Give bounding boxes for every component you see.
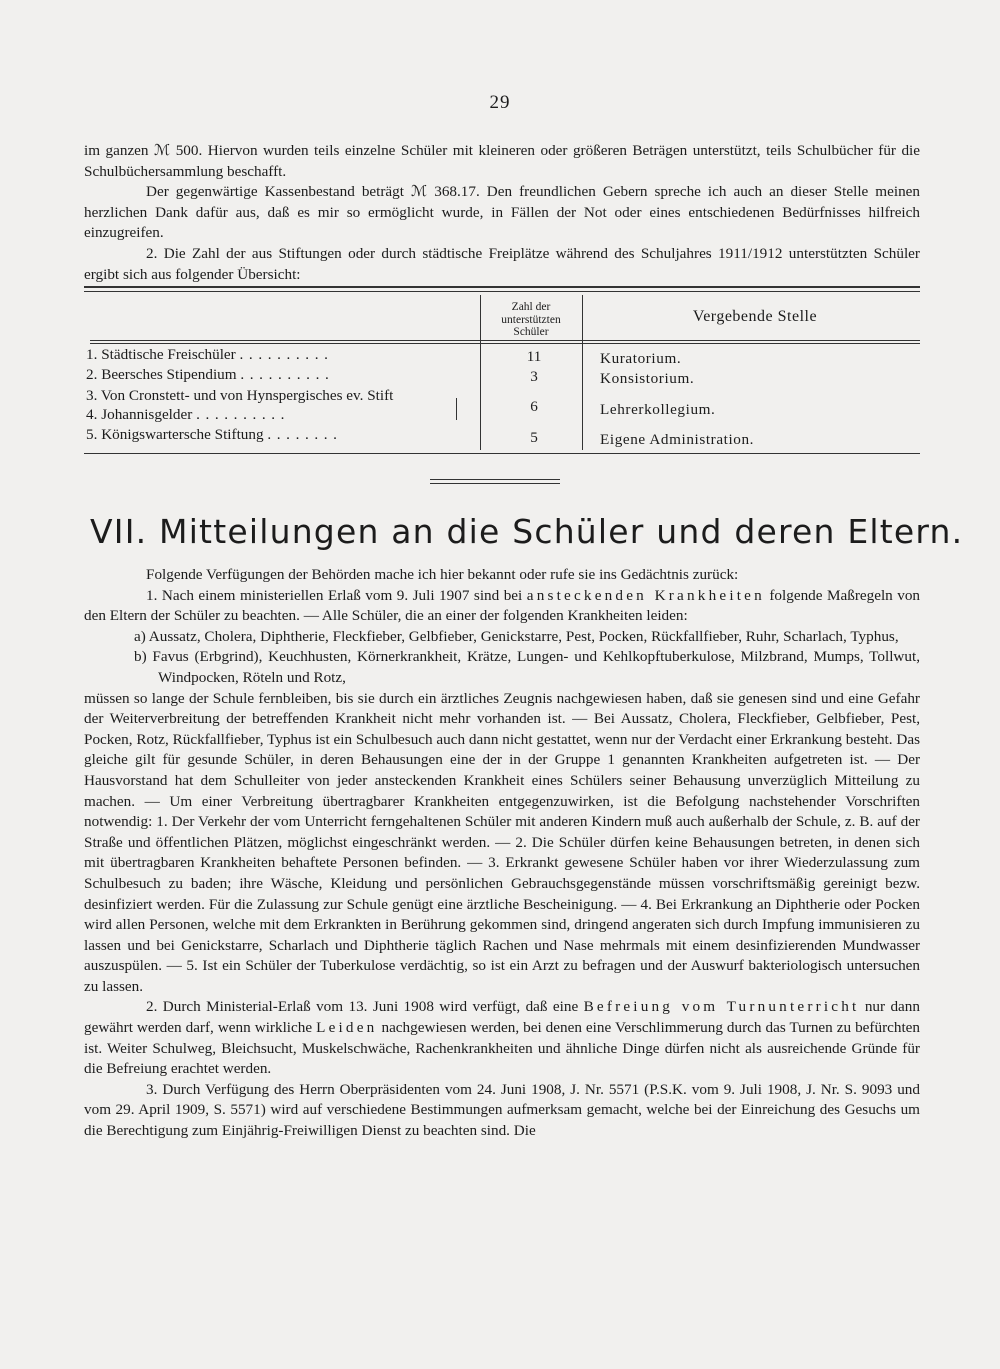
section-paragraph-2	[84, 997, 920, 1079]
table-header-count-line2: unterstützten	[501, 313, 561, 326]
list-item-a: a) Aussatz, Cholera, Diphtherie, Fleckfieber, Gelbfieber, Genickstarre, Pest, Pocken, Rückfallfieber, Ruhr, Scharlach, Typhus,	[134, 627, 899, 645]
table-col-divider-1	[480, 295, 481, 450]
row-label: 2. Beersches Stipendium	[86, 366, 237, 383]
section-heading: VII. Mitteilungen an die Schüler und deren Eltern.	[90, 512, 964, 551]
brace-line	[456, 398, 457, 420]
spaced-text: Leiden	[316, 1019, 378, 1037]
spaced-text: Befreiung vom Turnunterricht	[583, 998, 860, 1016]
row-stelle: Kuratorium.	[600, 350, 682, 367]
table-row	[86, 366, 334, 384]
text-span: 2. Durch Ministerial-Erlaß vom 13. Juni 1908 wird verfügt, daß eine	[146, 998, 579, 1016]
section-paragraph-1	[84, 586, 920, 627]
table-row	[86, 346, 334, 364]
table-row	[86, 387, 393, 405]
row-label: 4. Johannisgelder	[86, 406, 193, 423]
row-count: 6	[530, 398, 538, 415]
table-bottom-rule	[84, 453, 920, 454]
table-end-rule	[430, 479, 560, 480]
row-label: 3. Von Cronstett- und von Hynspergisches ev. Stift	[86, 387, 394, 404]
page-number: 29	[489, 92, 511, 113]
row-stelle: Konsistorium.	[600, 370, 695, 387]
section-paragraph-1-cont: müssen so lange der Schule fernbleiben, bis sie durch ein ärztliches Zeugnis nachgewiesen haben, daß sie genesen sind und eine Gefahr der Weiterverbreitung der betreffenden Krankheit nicht mehr vorhanden ist. — Bei Aussatz, Cholera, Fleckfieber, Gelbfieber, Pest, Pocken, Rotz, Rückfallfieber, Typhus ist ein Schulbesuch auch dann nicht gestattet, wenn nur der Verdacht einer Erkrankung besteht. Das gleiche gilt für gesunde Schüler, in deren Behausungen eine der in der Gruppe 1 genannten Krankheiten aufgetreten ist. — Der Hausvorstand hat dem Schulleiter von jeder ansteckenden Krankheit eines Schülers seiner Behausung unverzüglich Mitteilung zu machen. — Um einer Verbreitung übertragbarer Krankheiten entgegenzuwirken, ist die Befolgung nachstehender Vorschriften notwendig: 1. Der Verkehr der vom Unterricht ferngehaltenen Schüler mit anderen Kindern muß auch außerhalb der Schule, z. B. auf der Straße und öffentlichen Plätzen, möglichst eingeschränkt werden. — 2. Die Schüler dürfen keine Behausungen betreten, in denen sich mit übertragbaren Krankheiten behaftete Personen befinden. — 3. Erkrankt gewesene Schüler haben vor ihrer Wiederzulassung zum Schulbesuch zu baden; ihre Wäsche, Kleidung und persönlichen Gebrauchsgegenstände müssen vorschriftsmäßig gereinigt bezw. desinfiziert werden. Für die Zulassung zur Schule genügt eine ärztliche Bescheinigung. — 4. Bei Erkrankung an Diphtherie oder Pocken wird allen Personen, welche mit dem Erkrankten in Berührung gekommen sind, dringend angeraten sich durch Impfung immunisieren zu lassen und bei Genickstarre, Scharlach und Diphtherie täglich Rachen und Nase mehrmals mit einem desinfizierenden Mundwasser auszuspülen. — 5. Ist ein Schüler der Tuberkulose verdächtig, so ist ein Arzt zu befragen und der Auswurf bakteriologisch untersuchen zu lassen.	[84, 689, 920, 995]
list-item-b: b) Favus (Erbgrind), Keuchhusten, Körnerkrankheit, Krätze, Lungen- und Kehlkopftuberkulose, Milzbrand, Mumps, Tollwut, Windpocken, Röteln und Rotz,	[134, 648, 920, 686]
table-row	[86, 406, 290, 424]
row-stelle: Lehrerkollegium.	[600, 401, 716, 418]
table-end-rule-2	[430, 483, 560, 484]
table-header-count-line3: Schüler	[513, 326, 549, 338]
spaced-text: ansteckenden Krankheiten	[526, 586, 765, 604]
row-stelle: Eigene Administration.	[600, 431, 755, 448]
intro-paragraph-3: 2. Die Zahl der aus Stiftungen oder durch städtische Freiplätze während des Schuljahres 1911/1912 unterstützten Schüler ergibt sich aus folgender Übersicht:	[84, 244, 920, 283]
intro-paragraph-2: Der gegenwärtige Kassenbestand beträgt ℳ 368.17. Den freundlichen Gebern spreche ich auch an dieser Stelle meinen herzlichen Dank dafür aus, daß es mir so ermöglicht wurde, in Fällen der Not oder eines entschiedenen Bedürfnisses hilfreich einzugreifen.	[84, 183, 920, 242]
table-header-count	[482, 301, 580, 339]
row-dots: ........	[267, 426, 343, 443]
text-span: folgende Maßregeln von den Eltern der Schüler zu beachten. — Alle Schüler, die an einer der folgenden Krankheiten leiden:	[84, 586, 921, 625]
text-span: nachgewiesen werden, bei denen eine Verschlimmerung durch das Turnen zu befürchten ist. Weiter Schulweg, Bleichsucht, Muskelschwäche, Rachenkrankheiten und ähnliche Dinge dürfen nicht als ausreichende Gründe für die Befreiung erachtet werden.	[84, 1019, 921, 1078]
table-header-count-line1: Zahl der	[511, 301, 551, 313]
table-row	[86, 426, 343, 444]
row-dots: ..........	[196, 406, 291, 423]
text-span: 1. Nach einem ministeriellen Erlaß vom 9. Juli 1907 sind bei	[146, 586, 523, 604]
row-label: 5. Königswartersche Stiftung	[86, 426, 264, 443]
table-header-rule	[90, 340, 920, 341]
row-count: 11	[526, 348, 542, 365]
row-dots: ..........	[239, 346, 334, 363]
section-intro: Folgende Verfügungen der Behörden mache ich hier bekannt oder rufe sie ins Gedächtnis zurück:	[146, 566, 739, 583]
section-paragraph-3: 3. Durch Verfügung des Herrn Oberpräsidenten vom 24. Juni 1908, J. Nr. 5571 (P.S.K. vom 9. Juli 1908, J. Nr. S. 9093 und vom 29. April 1909, S. 5571) wird auf verschiedene Bestimmungen aufmerksam gemacht, welche bei der Einreichung des Gesuchs um die Berechtigung zum Einjährig-Freiwilligen Dienst zu beachten sind. Die	[84, 1080, 920, 1140]
intro-text	[84, 141, 920, 285]
text-span: nur dann gewährt werden darf, wenn wirkliche	[84, 998, 920, 1037]
row-count: 5	[530, 429, 538, 446]
table-top-rule	[84, 286, 920, 288]
table-header-rule-2	[90, 343, 920, 344]
row-count: 3	[530, 368, 538, 385]
section-body	[84, 565, 920, 1142]
intro-paragraph-1: im ganzen ℳ 500. Hiervon wurden teils einzelne Schüler mit kleineren oder größeren Beträgen unterstützt, teils Schulbücher für die Schulbüchersammlung beschafft.	[84, 142, 920, 180]
row-label: 1. Städtische Freischüler	[86, 346, 236, 363]
row-dots: ..........	[240, 366, 335, 383]
table-top-rule-thin	[84, 291, 920, 292]
table-header-stelle: Vergebende Stelle	[692, 308, 818, 325]
